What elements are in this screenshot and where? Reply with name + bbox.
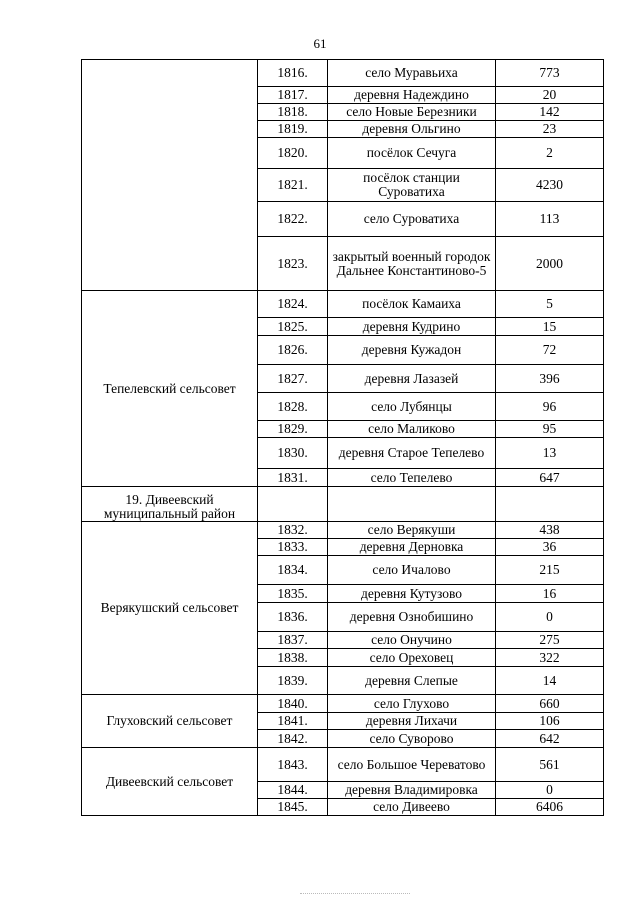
- settlement-cell: деревня Владимировка: [328, 782, 496, 799]
- population-cell: 0: [496, 782, 604, 799]
- settlement-cell: село Муравьиха: [328, 60, 496, 87]
- population-cell: 4230: [496, 169, 604, 202]
- settlement-cell: село Онучино: [328, 632, 496, 649]
- population-cell: 0: [496, 603, 604, 632]
- settlement-cell: деревня Кужадон: [328, 336, 496, 365]
- area-cell: Глуховский сельсовет: [82, 695, 258, 748]
- population-cell: 96: [496, 393, 604, 421]
- number-cell: 1836.: [258, 603, 328, 632]
- settlement-cell: деревня Слепые: [328, 667, 496, 695]
- number-cell: 1816.: [258, 60, 328, 87]
- settlement-cell: деревня Лихачи: [328, 713, 496, 730]
- table-row: [82, 695, 604, 713]
- number-cell: 1819.: [258, 121, 328, 138]
- population-cell: 2000: [496, 237, 604, 291]
- area-cell: Дивеевский сельсовет: [82, 748, 258, 816]
- population-cell: [496, 487, 604, 522]
- number-cell: [258, 487, 328, 522]
- settlement-cell: деревня Старое Тепелево: [328, 438, 496, 469]
- population-cell: 106: [496, 713, 604, 730]
- settlement-cell: село Верякуши: [328, 522, 496, 539]
- population-cell: 438: [496, 522, 604, 539]
- number-cell: 1829.: [258, 421, 328, 438]
- population-cell: 6406: [496, 799, 604, 816]
- number-cell: 1838.: [258, 649, 328, 667]
- settlement-cell: деревня Надеждино: [328, 87, 496, 104]
- number-cell: 1839.: [258, 667, 328, 695]
- page-number: 61: [313, 36, 327, 51]
- settlement-cell: деревня Лазазей: [328, 365, 496, 393]
- settlement-cell: деревня Кутузово: [328, 585, 496, 603]
- footer-mark: [300, 893, 410, 897]
- settlement-cell: [328, 487, 496, 522]
- number-cell: 1828.: [258, 393, 328, 421]
- table-row: [82, 60, 604, 87]
- number-cell: 1818.: [258, 104, 328, 121]
- number-cell: 1845.: [258, 799, 328, 816]
- number-cell: 1817.: [258, 87, 328, 104]
- population-cell: 660: [496, 695, 604, 713]
- table-row: [82, 522, 604, 539]
- population-cell: 142: [496, 104, 604, 121]
- number-cell: 1844.: [258, 782, 328, 799]
- number-cell: 1824.: [258, 291, 328, 318]
- area-cell: [82, 60, 258, 291]
- population-cell: 215: [496, 556, 604, 585]
- settlement-cell: деревня Ольгино: [328, 121, 496, 138]
- area-cell: Верякушский сельсовет: [82, 522, 258, 695]
- settlement-cell: село Новые Березники: [328, 104, 496, 121]
- population-cell: 20: [496, 87, 604, 104]
- settlements-table: [81, 59, 604, 816]
- population-cell: 642: [496, 730, 604, 748]
- number-cell: 1835.: [258, 585, 328, 603]
- settlement-cell: село Ичалово: [328, 556, 496, 585]
- settlement-cell: посёлок Камаиха: [328, 291, 496, 318]
- number-cell: 1832.: [258, 522, 328, 539]
- settlement-cell: село Суроватиха: [328, 202, 496, 237]
- table-row: [82, 291, 604, 318]
- population-cell: 13: [496, 438, 604, 469]
- settlement-cell: село Маликово: [328, 421, 496, 438]
- population-cell: 396: [496, 365, 604, 393]
- table-row: [82, 748, 604, 782]
- settlement-cell: посёлок станции Суроватиха: [328, 169, 496, 202]
- settlement-cell: село Большое Череватово: [328, 748, 496, 782]
- population-cell: 95: [496, 421, 604, 438]
- number-cell: 1823.: [258, 237, 328, 291]
- number-cell: 1826.: [258, 336, 328, 365]
- settlement-cell: село Дивеево: [328, 799, 496, 816]
- settlement-cell: деревня Дерновка: [328, 539, 496, 556]
- number-cell: 1825.: [258, 318, 328, 336]
- population-cell: 5: [496, 291, 604, 318]
- population-cell: 113: [496, 202, 604, 237]
- number-cell: 1840.: [258, 695, 328, 713]
- settlement-cell: село Суворово: [328, 730, 496, 748]
- number-cell: 1830.: [258, 438, 328, 469]
- number-cell: 1842.: [258, 730, 328, 748]
- number-cell: 1831.: [258, 469, 328, 487]
- area-cell: Тепелевский сельсовет: [82, 291, 258, 487]
- settlement-cell: деревня Кудрино: [328, 318, 496, 336]
- number-cell: 1843.: [258, 748, 328, 782]
- population-cell: 72: [496, 336, 604, 365]
- population-cell: 322: [496, 649, 604, 667]
- population-cell: 14: [496, 667, 604, 695]
- settlement-cell: посёлок Сечуга: [328, 138, 496, 169]
- number-cell: 1833.: [258, 539, 328, 556]
- population-cell: 773: [496, 60, 604, 87]
- number-cell: 1821.: [258, 169, 328, 202]
- number-cell: 1827.: [258, 365, 328, 393]
- settlement-cell: деревня Ознобишино: [328, 603, 496, 632]
- table-row: [82, 487, 604, 522]
- population-cell: 15: [496, 318, 604, 336]
- population-cell: 2: [496, 138, 604, 169]
- district-heading: 19. Дивеевский муниципальный район: [82, 487, 258, 522]
- number-cell: 1841.: [258, 713, 328, 730]
- settlement-cell: село Глухово: [328, 695, 496, 713]
- population-cell: 16: [496, 585, 604, 603]
- number-cell: 1822.: [258, 202, 328, 237]
- population-cell: 23: [496, 121, 604, 138]
- settlement-cell: село Ореховец: [328, 649, 496, 667]
- number-cell: 1837.: [258, 632, 328, 649]
- population-cell: 561: [496, 748, 604, 782]
- population-cell: 647: [496, 469, 604, 487]
- settlement-cell: село Тепелево: [328, 469, 496, 487]
- settlement-cell: закрытый военный городок Дальнее Константиново-5: [328, 237, 496, 291]
- number-cell: 1834.: [258, 556, 328, 585]
- population-cell: 275: [496, 632, 604, 649]
- number-cell: 1820.: [258, 138, 328, 169]
- settlement-cell: село Лубянцы: [328, 393, 496, 421]
- population-cell: 36: [496, 539, 604, 556]
